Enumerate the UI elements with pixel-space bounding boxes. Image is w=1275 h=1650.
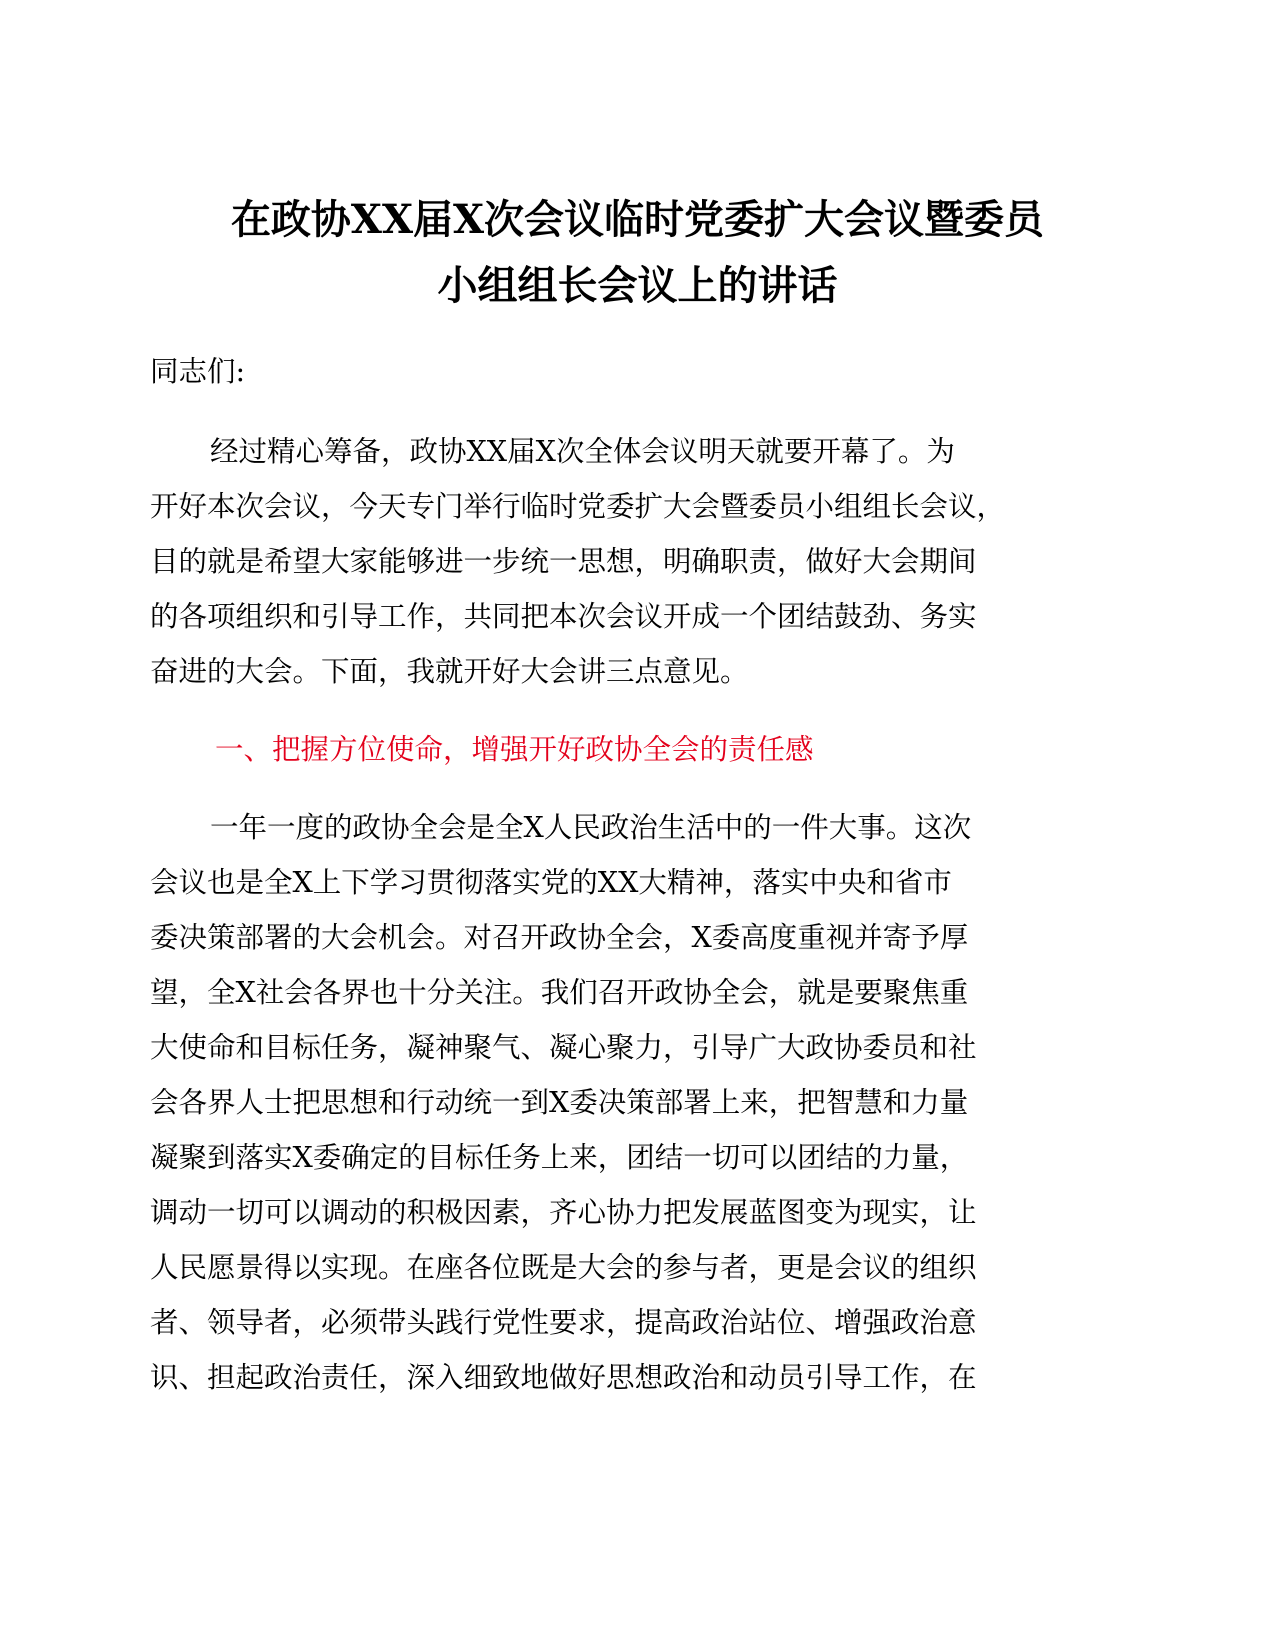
paragraph-line: 望，全X社会各界也十分关注。我们召开政协全会，就是要聚焦重 — [150, 976, 969, 1009]
paragraph-line: 人民愿景得以实现。在座各位既是大会的参与者，更是会议的组织 — [150, 1251, 977, 1284]
paragraph-line: 者、领导者，必须带头践行党性要求，提高政治站位、增强政治意 — [150, 1306, 977, 1339]
paragraph-line: 大使命和目标任务，凝神聚气、凝心聚力，引导广大政协委员和社 — [150, 1031, 977, 1064]
paragraph-line: 调动一切可以调动的积极因素，齐心协力把发展蓝图变为现实，让 — [150, 1196, 977, 1229]
section-heading: 一、把握方位使命，增强开好政协全会的责任感 — [215, 733, 814, 766]
paragraph-line: 识、担起政治责任，深入细致地做好思想政治和动员引导工作，在 — [150, 1361, 977, 1394]
paragraph-line: 经过精心筹备，政协XX届X次全体会议明天就要开幕了。为 — [210, 435, 955, 468]
paragraph-line: 一年一度的政协全会是全X人民政治生活中的一件大事。这次 — [210, 811, 972, 844]
paragraph-line: 开好本次会议，今天专门举行临时党委扩大会暨委员小组组长会议， — [150, 490, 1006, 523]
paragraph-line: 的各项组织和引导工作，共同把本次会议开成一个团结鼓劲、务实 — [150, 600, 977, 633]
salutation: 同志们: — [150, 355, 246, 388]
paragraph-line: 奋进的大会。下面，我就开好大会讲三点意见。 — [150, 655, 749, 688]
paragraph-line: 目的就是希望大家能够进一步统一思想，明确职责，做好大会期间 — [150, 545, 977, 578]
document-title-line-2: 小组组长会议上的讲话 — [437, 262, 838, 309]
document-title-line-1: 在政协XX届X次会议临时党委扩大会议暨委员 — [230, 196, 1045, 243]
paragraph-line: 会各界人士把思想和行动统一到X委决策部署上来，把智慧和力量 — [150, 1086, 969, 1119]
paragraph-line: 委决策部署的大会机会。对召开政协全会，X委高度重视并寄予厚 — [150, 921, 969, 954]
paragraph-line: 会议也是全X上下学习贯彻落实党的XX大精神，落实中央和省市 — [150, 866, 952, 899]
paragraph-line: 凝聚到落实X委确定的目标任务上来，团结一切可以团结的力量， — [150, 1141, 969, 1174]
